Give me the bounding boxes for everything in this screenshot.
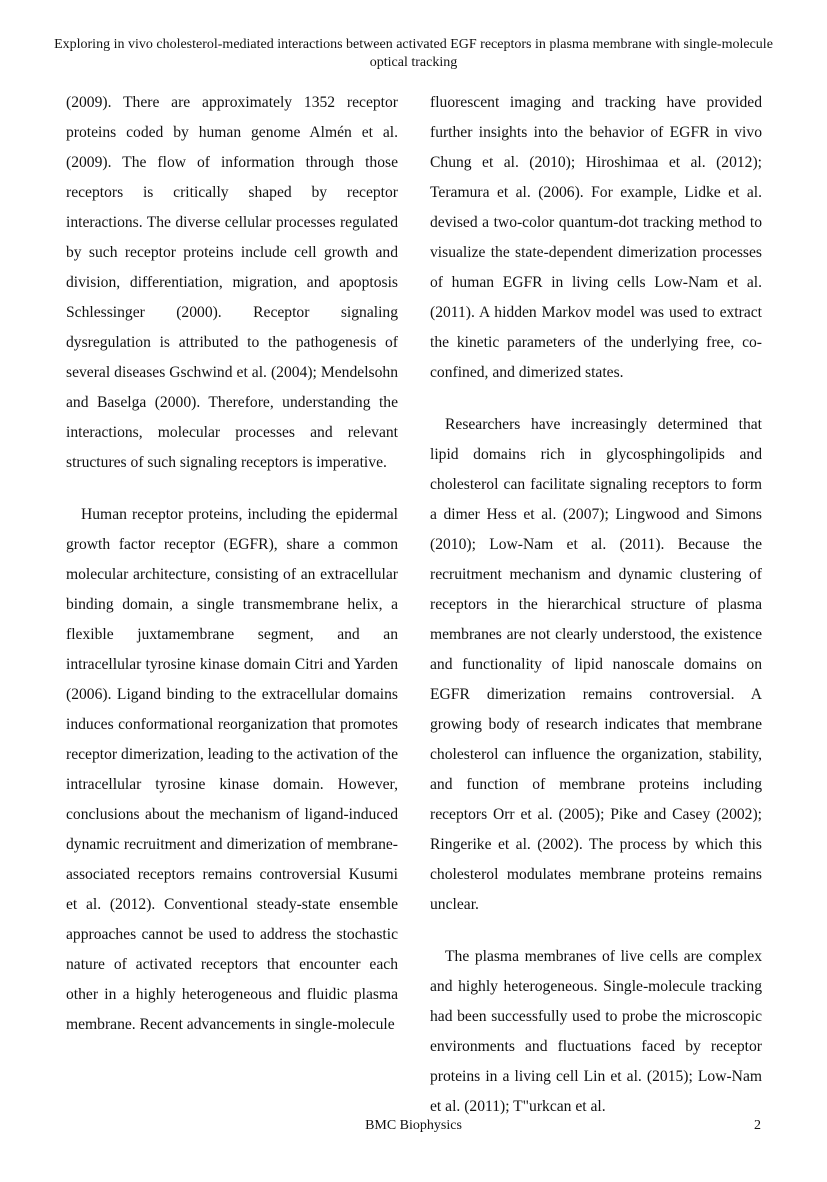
paragraph: fluorescent imaging and tracking have provided further insights into the behavior of EGFR in vivo Chung et al. (2010); Hiroshimaa et al. (2012); Teramura et al. (2006). For example, Lidke et al. devised a two-color quantum-dot tracking method to visualize the state-dependent dimerization processes of human EGFR in living cells Low-Nam et al. (2011). A hidden Markov model was used to extract the kinetic parameters of the underlying free, co-confined, and dimerized states.	[430, 94, 762, 381]
paragraph: (2009). There are approximately 1352 receptor proteins coded by human genome Almén et al. (2009). The flow of information through those receptors is critically shaped by receptor interactions. The diverse cellular processes regulated by such receptor proteins include cell growth and division, differentiation, migration, and apoptosis Schlessinger (2000). Receptor signaling dysregulation is attributed to the pathogenesis of several diseases Gschwind et al. (2004); Mendelsohn and Baselga (2000). Therefore, understanding the interactions, molecular processes and relevant structures of such signaling receptors is imperative.	[66, 94, 398, 471]
paragraph: The plasma membranes of live cells are complex and highly heterogeneous. Single-molecule tracking had been successfully used to probe the microscopic environments and fluctuations faced by receptor proteins in a living cell Lin et al. (2015); Low-Nam et al. (2011); T"urkcan et al.	[430, 948, 762, 1115]
journal-name: BMC Biophysics	[365, 1118, 462, 1133]
paragraph: Researchers have increasingly determined that lipid domains rich in glycosphingolipids and cholesterol can facilitate signaling receptors to form a dimer Hess et al. (2007); Lingwood and Simons (2010); Low-Nam et al. (2011). Because the recruitment mechanism and dynamic clustering of receptors in the hierarchical structure of plasma membranes are not clearly understood, the existence and functionality of lipid nanoscale domains on EGFR dimerization remains controversial. A growing body of research indicates that membrane cholesterol can influence the organization, stability, and function of membrane proteins including receptors Orr et al. (2005); Pike and Casey (2002); Ringerike et al. (2002). The process by which this cholesterol modulates membrane proteins remains unclear.	[430, 416, 762, 913]
page-number: 2	[754, 1118, 761, 1133]
running-head-title: Exploring in vivo cholesterol-mediated interactions between activated EGF receptors in plasma membrane with single-molecule optical tracking	[54, 37, 773, 70]
left-column	[66, 88, 398, 1040]
paragraph: Human receptor proteins, including the epidermal growth factor receptor (EGFR), share a common molecular architecture, consisting of an extracellular binding domain, a single transmembrane helix, a flexible juxtamembrane segment, and an intracellular tyrosine kinase domain Citri and Yarden (2006). Ligand binding to the extracellular domains induces conformational reorganization that promotes receptor dimerization, leading to the activation of the intracellular tyrosine kinase domain. However, conclusions about the mechanism of ligand-induced dynamic recruitment and dimerization of membrane-associated receptors remains controversial Kusumi et al. (2012). Conventional steady-state ensemble approaches cannot be used to address the stochastic nature of activated receptors that encounter each other in a highly heterogeneous and fluidic plasma membrane. Recent advancements in single-molecule	[66, 506, 398, 1033]
right-column	[430, 88, 762, 1122]
